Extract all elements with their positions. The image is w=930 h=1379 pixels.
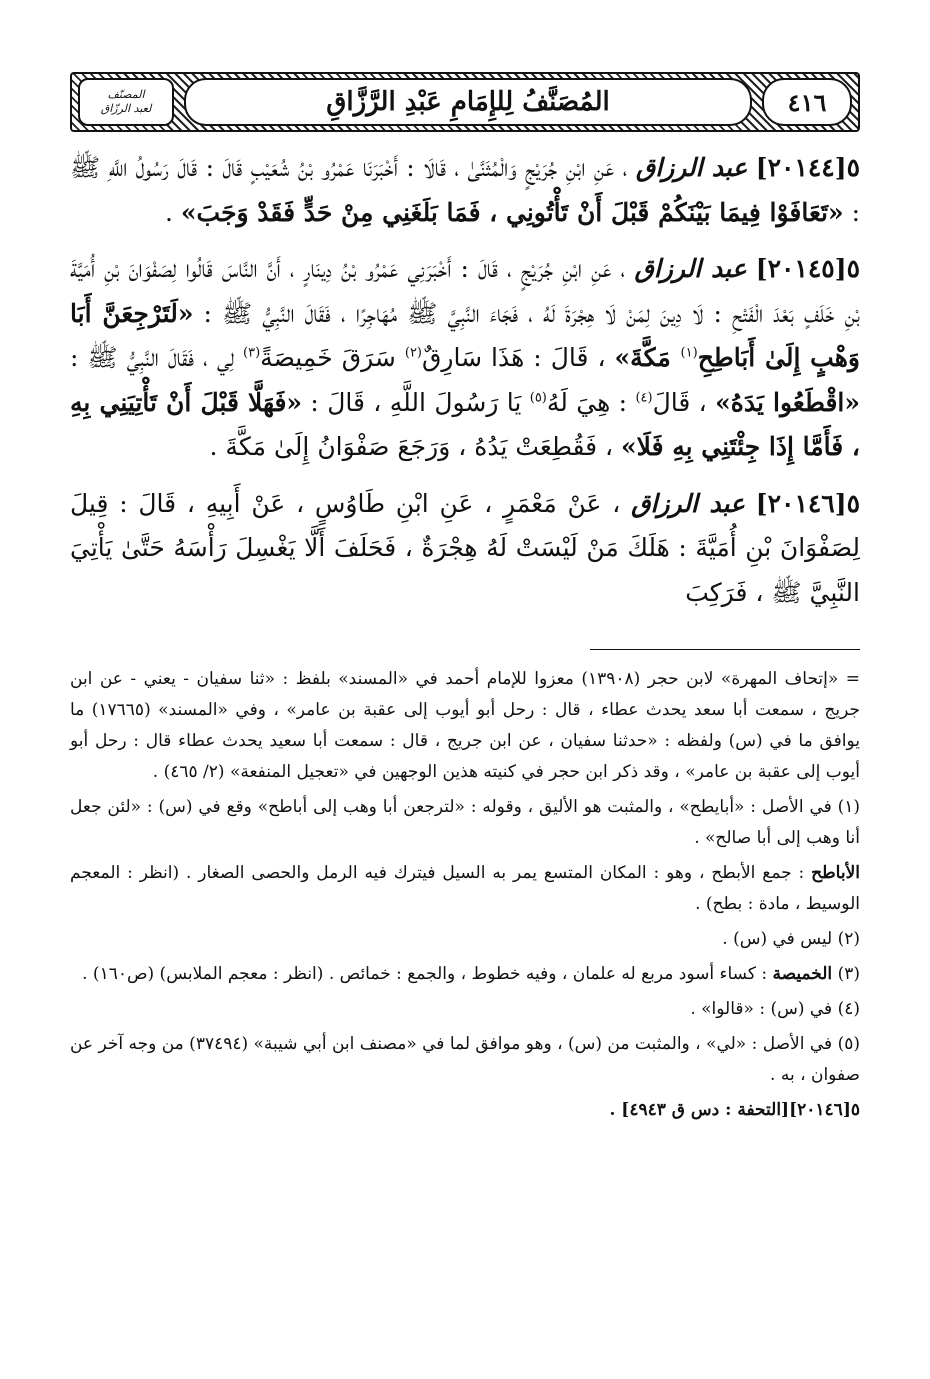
hadith-20144 (70, 146, 860, 235)
tuhfa-reference: ٥[٢٠١٤٦][التحفة : دس ق ٤٩٤٣] . (609, 1100, 860, 1120)
prophet-saying: مَكَّةَ» (614, 343, 681, 372)
hadith-text: ، فَقُطِعَتْ يَدُهُ ، وَرَجَعَ صَفْوَانُ إِلَىٰ مَكَّةَ . (209, 432, 622, 461)
hadith-text: : هِيَ لَهُ (546, 387, 636, 417)
hadith-number: ٥[٢٠١٤٤] (755, 153, 860, 182)
hadith-text: ، عَنِ ابْنِ جُرَيْجٍ ، قَالَ : أَخْبَرَنِي عَمْرُو بْنُ دِينَارٍ ، أَنَّ النَّاسَ قَالُوا لِصَفْوَانَ بْنِ أُمَيَّةَ بْنِ خَلَفٍ بَعْدَ الْفَتْحِ : لَا دِينَ لِمَنْ لَا هِجْرَةَ لَهُ ، فَجَاءَ النَّبِيَّ ﷺ مُهَاجِرًا ، فَقَالَ النَّبِيُّ ﷺ : (70, 254, 860, 328)
hadith-text: ، قَالَ : هَذَا سَارِقٌ (422, 343, 615, 372)
hadith-text: لِي ، فَقَالَ النَّبِيُّ ﷺ : (70, 343, 244, 372)
footnote-5: (٥) في الأصل : «لي» ، والمثبت من (س) ، وهو موافق لما في «مصنف ابن أبي شيبة» (٣٧٤٩٤) من وجه آخر عن صفوان ، به . (69, 1034, 860, 1085)
footnote-term: الخميصة (772, 964, 833, 984)
footnote-text: : جمع الأبطح ، وهو : المكان المتسع يمر به السيل فيترك فيه الرمل والحصى الصغار . (انظر : المعجم الوسيط ، مادة : بطح) . (70, 863, 860, 914)
footnote-ref-4: (٤) (635, 390, 653, 406)
footnote-ref-3: (٣) (243, 345, 261, 361)
hadith-text: يَا رَسُولَ اللَّهِ ، قَالَ : (302, 387, 530, 417)
hadith-20146 (70, 482, 860, 616)
seal-line-2: لعبد الرزّاق (100, 102, 152, 115)
hadith-number: ٥[٢٠١٤٥] (755, 254, 860, 283)
prophet-saying: «تَعَافَوْا فِيمَا بَيْنَكُمْ قَبْلَ أَنْ تَأْتُونِي ، فَمَا بَلَغَنِي مِنْ حَدٍّ فَقَدْ وَجَبَ» (180, 197, 844, 227)
hadith-text: ، قَالَ (652, 387, 716, 417)
footnote-ref-5: (٥) (529, 390, 547, 406)
footnote-1: (١) في الأصل : «أبايطح» ، والمثبت هو الأليق ، وقوله : «لترجعن أبا وهب إلى أباطح» وقع في (س) : «لئن جعل أنا وهب إلى أبا صالح» . (70, 797, 860, 848)
hadith-text: ، عَنْ مَعْمَرٍ ، عَنِ ابْنِ طَاوُسٍ ، عَنْ أَبِيهِ ، قَالَ : قِيلَ لِصَفْوَانَ بْنِ أُمَيَّةَ : هَلَكَ مَنْ لَيْسَتْ لَهُ هِجْرَةٌ ، فَحَلَفَ أَلَّا يَغْسِلَ رَأْسَهُ حَتَّىٰ يَأْتِيَ النَّبِيَّ ﷺ ، فَرَكِبَ (70, 488, 860, 607)
book-seal (78, 78, 174, 126)
footnote-ref-1: (١) (680, 345, 698, 361)
prophet-saying: «لَتَرْجِعَنَّ أَبَا وَهْبٍ إِلَىٰ أَبَاطِحِ (70, 298, 860, 372)
hadith-number: ٥[٢٠١٤٦] (755, 488, 861, 518)
seal-line-1: المصنّف (107, 88, 145, 101)
page (70, 72, 860, 1130)
footnote-3 (70, 959, 860, 990)
hadith-end: . (164, 197, 181, 227)
main-text (70, 146, 860, 1126)
hadith-20145 (70, 247, 860, 470)
hadith-source: عبد الرزاق (635, 153, 748, 182)
hadith-text: سَرَقَ خَمِيصَةً (260, 343, 405, 372)
footnote-text: : كساء أسود مربع له علمان ، وفيه خطوط ، والجمع : خمائص . (انظر : معجم الملابس) (ص١٦٠) . (82, 964, 773, 984)
footnote-1-definition (70, 858, 860, 920)
page-number: ٤١٦ (762, 78, 852, 126)
hadith-source: عبد الرزاق (631, 488, 745, 518)
book-title: المُصَنَّفُ لِلإِمَامِ عَبْدِ الرَّزَّاقِ (184, 78, 752, 126)
footnote-continuation: = «إتحاف المهرة» لابن حجر (١٣٩٠٨) معزوا للإمام أحمد في «المسند» بلفظ : «ثنا سفيان - يعني - عن ابن جريج ، سمعت أبا سعد يحدث عطاء ، قال : رحل أبو أيوب إلى عقبة بن عامر» ، وفي «المسند» (١٧٦٦٥) ما يوافق ما في (س) ولفظه : «حدثنا سفيان ، عن ابن جريج ، قال : سمعت أبا سعيد يحدث عطاء قال : رحل أبو أيوب إلى عقبة بن عامر» ، وقد ذكر ابن حجر في كنيته هذين الوجهين في «تعجيل المنفعة» (٢/ ٤٦٥) . (70, 669, 860, 782)
footnote-divider (590, 649, 860, 650)
page-header (70, 72, 860, 132)
footnote-2: (٢) ليس في (س) . (722, 929, 860, 949)
prophet-saying: «اقْطَعُوا يَدَهُ» (715, 387, 860, 417)
footnote-number: (٣) (832, 964, 860, 984)
prophet-saying: «فَهَلَّا قَبْلَ أَنْ تَأْتِيَنِي بِهِ ، فَأَمَّا إِذَا جِئْتَنِي بِهِ فَلَا» (70, 387, 860, 461)
footnote-term: الأباطح (811, 863, 860, 883)
footnote-4: (٤) في (س) : «قالوا» . (690, 999, 860, 1019)
hadith-source: عبد الرزاق (634, 254, 747, 283)
footnotes (70, 664, 860, 1126)
footnote-ref-2: (٢) (404, 345, 422, 361)
hadith-text: ، عَنِ ابْنِ جُرَيْجٍ وَالْمُثَنَّىٰ ، قَالَا : أَخْبَرَنَا عَمْرُو بْنُ شُعَيْبٍ قَالَ : قَالَ رَسُولُ اللَّهِ ﷺ : (70, 153, 860, 227)
